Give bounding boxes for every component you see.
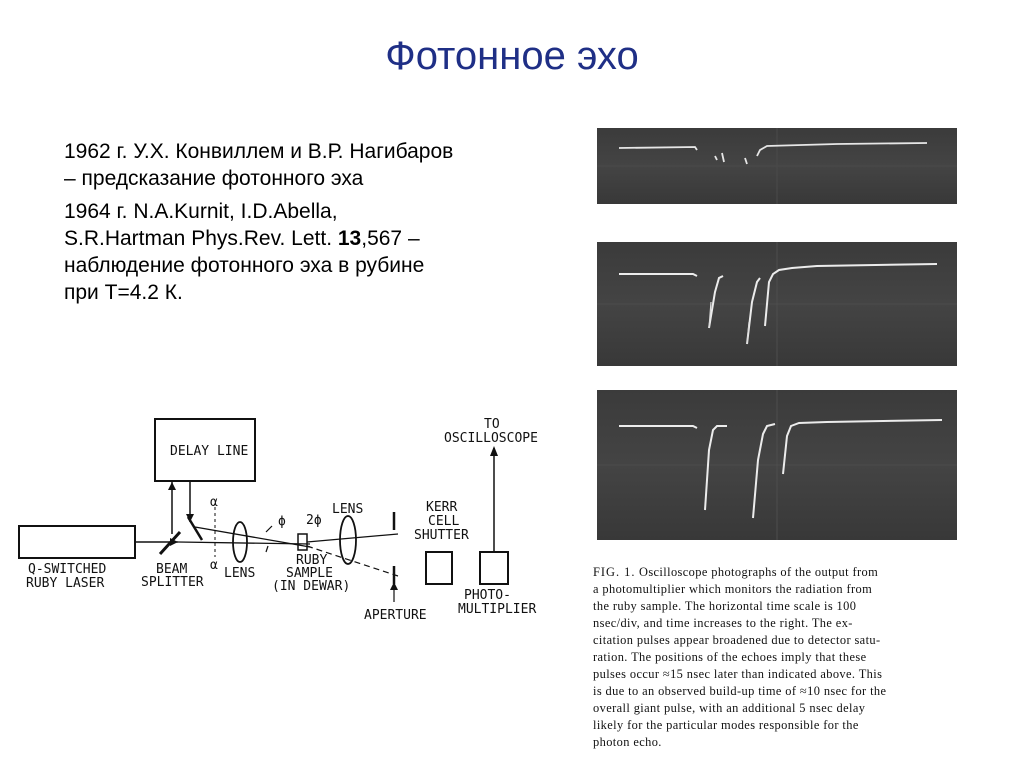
para1-line1: 1962 г. У.Х. Конвиллем и В.Р. Нагибаров [64, 140, 454, 163]
paragraph-observation [64, 198, 564, 306]
aperture-label: APERTURE [364, 608, 427, 623]
lens-1 [233, 522, 247, 562]
para2-line2-pre: S.R.Hartman Phys.Rev. Lett. [64, 227, 338, 250]
photomultiplier-box [480, 552, 508, 584]
volume-number: 13 [337, 227, 362, 250]
oscilloscope-photo-3 [597, 390, 957, 540]
para1-line2: – предсказание фотонного эха [64, 167, 364, 190]
experimental-setup-diagram [10, 412, 550, 642]
kerr-label-2: CELL [428, 514, 460, 529]
caption-line-1: Oscilloscope photographs of the output from [635, 565, 879, 579]
caption-line-6: ration. The positions of the echoes imply that these [593, 650, 867, 664]
kerr-cell-box [426, 552, 452, 584]
photo-label-2: MULTIPLIER [458, 602, 537, 617]
figure-caption [593, 564, 983, 751]
oscilloscope-trace-2 [597, 242, 957, 366]
caption-line-4: nsec/div, and time increases to the right. The ex- [593, 616, 853, 630]
alpha-label-bottom: α [210, 558, 218, 573]
ruby-sample [298, 534, 307, 550]
ruby-laser-box [19, 526, 135, 558]
caption-line-7: pulses occur ≈15 nsec later than indicated above. This [593, 667, 883, 681]
caption-line-9: overall giant pulse, with an additional 5 nsec delay [593, 701, 866, 715]
para2-line2-post: ,567 – [361, 227, 420, 250]
caption-line-3: the ruby sample. The horizontal time scale is 100 [593, 599, 857, 613]
phi-label: ϕ [278, 514, 286, 529]
caption-line-2: a photomultiplier which monitors the radiation from [593, 582, 873, 596]
laser-label-1: Q-SWITCHED [28, 562, 107, 577]
two-phi-label: 2ϕ [306, 513, 322, 528]
laser-label-2: RUBY LASER [26, 576, 105, 591]
kerr-label-3: SHUTTER [414, 528, 469, 543]
para2-line1: 1964 г. N.A.Kurnit, I.D.Abella, [64, 200, 338, 223]
kerr-label-1: KERR [426, 500, 458, 515]
caption-line-10: likely for the particular modes responsible for the [593, 718, 859, 732]
ruby-label-1: RUBY [296, 553, 328, 568]
ruby-label-2: SAMPLE [286, 566, 333, 581]
alpha-label-top: α [210, 495, 218, 510]
slide-body-text [64, 138, 564, 312]
oscilloscope-photo-2 [597, 242, 957, 366]
caption-line-11: photon echo. [593, 735, 662, 749]
lens-2-label: LENS [332, 502, 364, 517]
to-label: TO [484, 417, 500, 432]
oscilloscope-label: OSCILLOSCOPE [444, 431, 538, 446]
lens-1-label: LENS [224, 566, 256, 581]
beam-splitter-label-2: SPLITTER [141, 575, 204, 590]
oscilloscope-trace-1 [597, 128, 957, 204]
paragraph-prediction [64, 138, 564, 192]
oscilloscope-photo-1 [597, 128, 957, 204]
photo-label-1: PHOTO- [464, 588, 511, 603]
fig-label: FIG. 1. [593, 565, 636, 579]
para2-line3: наблюдение фотонного эха в рубине [64, 254, 425, 277]
oscilloscope-trace-3 [597, 390, 957, 540]
caption-line-5: citation pulses appear broadened due to detector satu- [593, 633, 881, 647]
ruby-label-3: (IN DEWAR) [272, 579, 351, 594]
para2-line4: при Т=4.2 К. [64, 281, 183, 304]
lens-2 [340, 516, 356, 564]
beam-splitter-label-1: BEAM [156, 562, 188, 577]
beam-splitter-mirror [160, 532, 180, 554]
slide-title: Фотонное эхо [385, 34, 639, 78]
delay-line-label: DELAY LINE [170, 444, 249, 459]
caption-line-8: is due to an observed build-up time of ≈10 nsec for the [593, 684, 887, 698]
